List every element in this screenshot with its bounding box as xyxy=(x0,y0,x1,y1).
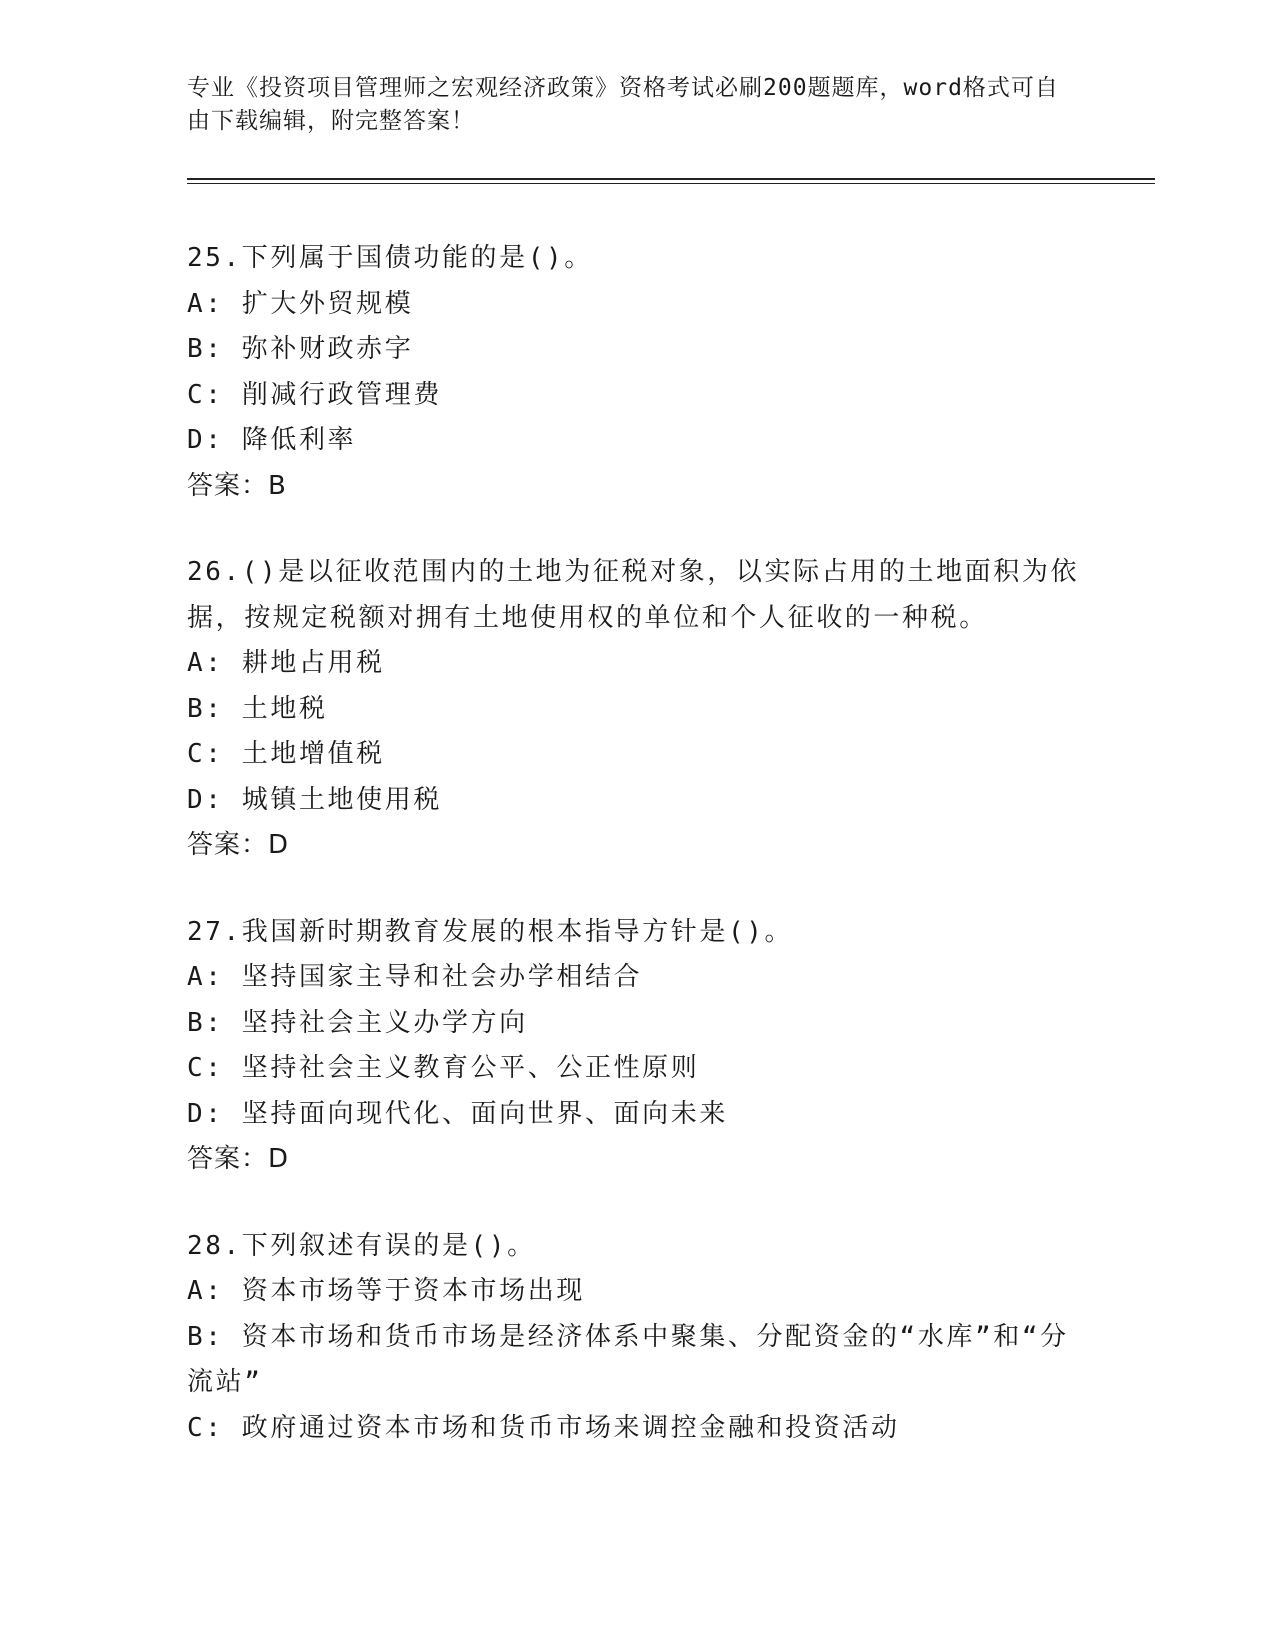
question-list xyxy=(187,236,1087,1492)
option-a: A: 耕地占用税 xyxy=(187,648,385,678)
answer-key: 答案：D xyxy=(187,830,290,860)
question-27 xyxy=(187,910,1087,1183)
question-28 xyxy=(187,1224,1087,1452)
question-25 xyxy=(187,236,1087,509)
option-d: D: 坚持面向现代化、面向世界、面向未来 xyxy=(187,1098,728,1129)
question-26 xyxy=(187,550,1087,869)
option-b: B: 弥补财政赤字 xyxy=(187,334,414,364)
option-c: C: 削减行政管理费 xyxy=(187,379,442,410)
option-b: B: 坚持社会主义办学方向 xyxy=(187,1007,528,1038)
option-a: A: 资本市场等于资本市场出现 xyxy=(187,1276,585,1306)
question-stem: 28.下列叙述有误的是()。 xyxy=(187,1230,536,1261)
header-divider-thick xyxy=(187,178,1155,180)
option-b: B: 资本市场和货币市场是经济体系中聚集、分配资金的“水库”和“分流站” xyxy=(187,1321,1069,1397)
option-b: B: 土地税 xyxy=(187,693,328,724)
answer-key: 答案：B xyxy=(187,470,287,501)
option-a: A: 扩大外贸规模 xyxy=(187,288,414,319)
option-d: D: 城镇土地使用税 xyxy=(187,784,442,815)
option-d: D: 降低利率 xyxy=(187,425,357,455)
option-a: A: 坚持国家主导和社会办学相结合 xyxy=(187,962,643,992)
document-header: 专业《投资项目管理师之宏观经济政策》资格考试必刷200题题库，word格式可自由下载编辑，附完整答案！ xyxy=(187,75,1059,134)
option-c: C: 坚持社会主义教育公平、公正性原则 xyxy=(187,1053,700,1083)
option-c: C: 政府通过资本市场和货币市场来调控金融和投资活动 xyxy=(187,1412,900,1443)
question-stem: 26.()是以征收范围内的土地为征税对象，以实际占用的土地面积为依据，按规定税额对拥有土地使用权的单位和个人征收的一种税。 xyxy=(187,557,1080,633)
question-stem: 25.下列属于国债功能的是()。 xyxy=(187,243,593,273)
answer-key: 答案：D xyxy=(187,1144,290,1174)
header-divider-thin xyxy=(187,183,1155,184)
option-c: C: 土地增值税 xyxy=(187,739,385,769)
question-stem: 27.我国新时期教育发展的根本指导方针是()。 xyxy=(187,916,794,947)
